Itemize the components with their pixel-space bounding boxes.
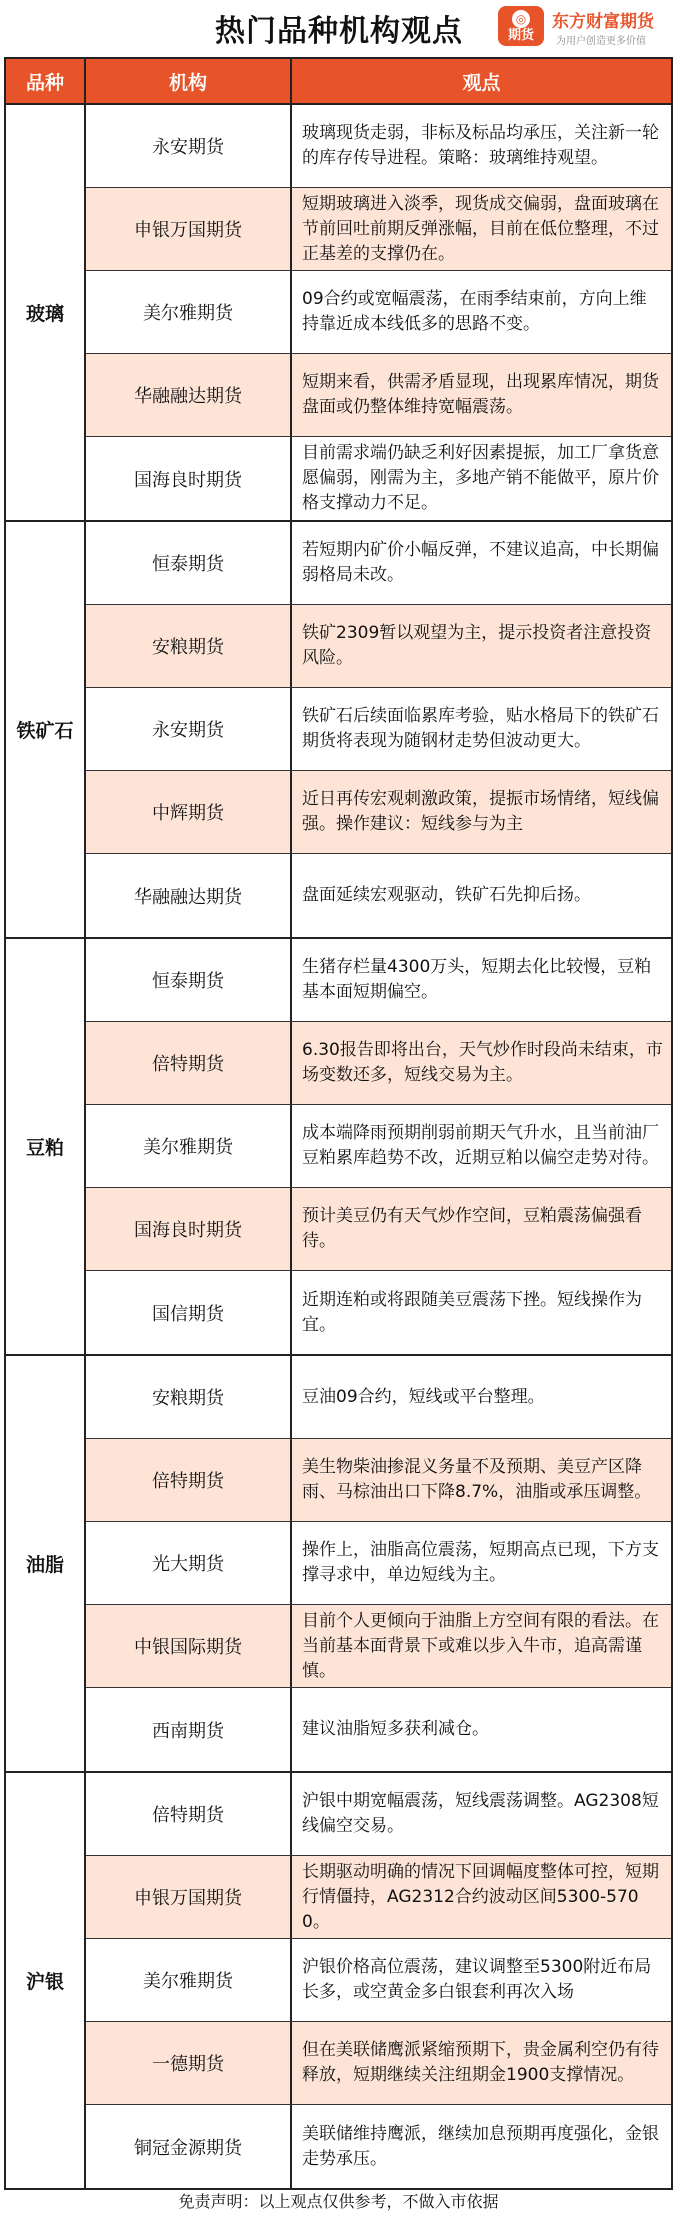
table-row — [86, 2022, 671, 2105]
institution-cell: 美尔雅期货 — [86, 1939, 292, 2021]
table-header — [6, 59, 671, 105]
institution-cell: 国信期货 — [86, 1271, 292, 1354]
institution-cell: 恒泰期货 — [86, 522, 292, 604]
table-row — [86, 1688, 671, 1771]
logo-badge-text: 期货 — [507, 28, 534, 43]
view-text: 短期来看，供需矛盾显现，出现累库情况，期货盘面或仍整体维持宽幅震荡。 — [302, 372, 659, 417]
view-cell — [292, 854, 671, 937]
variety-group — [6, 939, 671, 1356]
brand-logo — [498, 6, 668, 48]
logo-mark-icon: ◎ — [512, 10, 530, 28]
view-cell — [292, 1773, 671, 1855]
view-cell — [292, 939, 671, 1021]
table-row — [86, 1271, 671, 1354]
view-cell — [292, 1522, 671, 1604]
variety-rows — [86, 522, 671, 937]
table-row — [86, 1939, 671, 2022]
institution-cell: 华融融达期货 — [86, 854, 292, 937]
view-text: 若短期内矿价小幅反弹，不建议追高，中长期偏弱格局未改。 — [302, 540, 659, 585]
view-cell — [292, 1856, 671, 1938]
view-cell — [292, 771, 671, 853]
view-text: 豆油09合约，短线或平台整理。 — [302, 1386, 545, 1407]
view-text: 美生物柴油掺混义务量不及预期、美豆产区降雨、马棕油出口下降8.7%，油脂或承压调整。 — [302, 1457, 652, 1502]
institution-cell: 美尔雅期货 — [86, 1105, 292, 1187]
page-title: 热门品种机构观点 — [215, 14, 463, 49]
view-text: 短期玻璃进入淡季，现货成交偏弱，盘面玻璃在节前回吐前期反弹涨幅，目前在低位整理，不过正基差的支撑仍在。 — [302, 193, 659, 264]
view-cell — [292, 1356, 671, 1438]
header — [0, 0, 678, 54]
view-cell — [292, 1605, 671, 1687]
table-row — [86, 1522, 671, 1605]
table-row — [86, 105, 671, 188]
table-row — [86, 771, 671, 854]
header-view: 观点 — [462, 71, 501, 94]
table-body — [6, 105, 671, 2188]
institution-cell: 恒泰期货 — [86, 939, 292, 1021]
variety-group — [6, 105, 671, 522]
variety-rows — [86, 1773, 671, 2188]
variety-name: 玻璃 — [6, 105, 86, 520]
view-text: 目前个人更倾向于油脂上方空间有限的看法。在当前基本面背景下或难以步入牛市，追高需谨慎。 — [302, 1610, 659, 1681]
table-row — [86, 2105, 671, 2188]
view-cell — [292, 188, 671, 270]
logo-badge — [498, 6, 544, 46]
institution-cell: 安粮期货 — [86, 1356, 292, 1438]
variety-name: 油脂 — [6, 1356, 86, 1771]
view-cell — [292, 1688, 671, 1771]
table-row — [86, 437, 671, 520]
view-text: 铁矿2309暂以观望为主，提示投资者注意投资风险。 — [302, 623, 652, 668]
institution-cell: 中辉期货 — [86, 771, 292, 853]
view-text: 沪银价格高位震荡，建议调整至5300附近布局长多，或空黄金多白银套利再次入场 — [302, 1957, 652, 2002]
institution-cell: 光大期货 — [86, 1522, 292, 1604]
institution-cell: 中银国际期货 — [86, 1605, 292, 1687]
table-row — [86, 1605, 671, 1688]
view-text: 近期连粕或将跟随美豆震荡下挫。短线操作为宜。 — [302, 1289, 642, 1335]
institution-cell: 美尔雅期货 — [86, 271, 292, 353]
header-institution: 机构 — [86, 59, 292, 103]
table-row — [86, 1188, 671, 1271]
variety-name: 沪银 — [6, 1773, 86, 2188]
brand-name: 东方财富期货 — [552, 12, 654, 32]
institution-cell: 国海良时期货 — [86, 1188, 292, 1270]
view-text: 盘面延续宏观驱动，铁矿石先抑后扬。 — [302, 885, 591, 905]
variety-group — [6, 1773, 671, 2188]
view-cell — [292, 105, 671, 187]
variety-rows — [86, 105, 671, 520]
table-row — [86, 354, 671, 437]
institution-cell: 铜冠金源期货 — [86, 2105, 292, 2188]
table-row — [86, 1856, 671, 1939]
view-text: 近日再传宏观刺激政策，提振市场情绪，短线偏强。操作建议：短线参与为主 — [302, 789, 659, 834]
view-text: 铁矿石后续面临累库考验，贴水格局下的铁矿石期货将表现为随钢材走势但波动更大。 — [302, 706, 659, 751]
brand-slogan: 为用户创造更多价值 — [556, 36, 646, 47]
view-text: 建议油脂短多获利减仓。 — [302, 1719, 489, 1739]
institution-cell: 永安期货 — [86, 688, 292, 770]
view-cell — [292, 437, 671, 520]
institution-cell: 国海良时期货 — [86, 437, 292, 520]
table-row — [86, 1105, 671, 1188]
view-cell — [292, 1939, 671, 2021]
view-text: 成本端降雨预期削弱前期天气升水，且当前油厂豆粕累库趋势不改，近期豆粕以偏空走势对待。 — [302, 1123, 659, 1168]
view-cell — [292, 1022, 671, 1104]
view-cell — [292, 688, 671, 770]
view-text: 操作上，油脂高位震荡，短期高点已现，下方支撑寻求中，单边短线为主。 — [302, 1540, 659, 1585]
view-cell — [292, 1188, 671, 1270]
view-cell — [292, 271, 671, 353]
institution-cell: 永安期货 — [86, 105, 292, 187]
view-cell — [292, 2022, 671, 2104]
disclaimer: 免责声明：以上观点仅供参考，不做入市依据 — [178, 2191, 499, 2211]
table-row — [86, 939, 671, 1022]
view-cell — [292, 605, 671, 687]
view-text: 美联储维持鹰派，继续加息预期再度强化，金银走势承压。 — [302, 2123, 659, 2169]
institution-cell: 安粮期货 — [86, 605, 292, 687]
view-cell — [292, 1271, 671, 1354]
header-variety: 品种 — [6, 59, 86, 103]
view-cell — [292, 2105, 671, 2188]
view-text: 但在美联储鹰派紧缩预期下，贵金属利空仍有待释放，短期继续关注纽期金1900支撑情况。 — [302, 2040, 659, 2085]
table-row — [86, 854, 671, 937]
view-cell — [292, 1105, 671, 1187]
view-cell — [292, 354, 671, 436]
view-text: 生猪存栏量4300万头，短期去化比较慢，豆粕基本面短期偏空。 — [302, 957, 652, 1002]
table-row — [86, 1356, 671, 1439]
table-row — [86, 605, 671, 688]
institution-cell: 一德期货 — [86, 2022, 292, 2104]
variety-name: 豆粕 — [6, 939, 86, 1354]
view-text: 09合约或宽幅震荡，在雨季结束前，方向上维持靠近成本线低多的思路不变。 — [302, 289, 647, 334]
view-text: 沪银中期宽幅震荡，短线震荡调整。AG2308短线偏空交易。 — [302, 1791, 659, 1836]
institution-cell: 申银万国期货 — [86, 188, 292, 270]
institution-cell: 华融融达期货 — [86, 354, 292, 436]
variety-group — [6, 522, 671, 939]
view-text: 6.30报告即将出台，天气炒作时段尚未结束，市场变数还多，短线交易为主。 — [302, 1040, 663, 1085]
institution-cell: 倍特期货 — [86, 1773, 292, 1855]
institution-cell: 申银万国期货 — [86, 1856, 292, 1938]
views-table — [4, 57, 673, 2190]
institution-cell: 倍特期货 — [86, 1022, 292, 1104]
table-row — [86, 688, 671, 771]
view-text: 预计美豆仍有天气炒作空间，豆粕震荡偏强看待。 — [302, 1206, 642, 1251]
view-text: 玻璃现货走弱，非标及标品均承压，关注新一轮的库存传导进程。策略：玻璃维持观望。 — [302, 123, 659, 168]
table-row — [86, 271, 671, 354]
table-row — [86, 1773, 671, 1856]
variety-rows — [86, 939, 671, 1354]
view-cell — [292, 522, 671, 604]
variety-group — [6, 1356, 671, 1773]
table-row — [86, 188, 671, 271]
variety-name: 铁矿石 — [6, 522, 86, 937]
institution-cell: 西南期货 — [86, 1688, 292, 1771]
institution-cell: 倍特期货 — [86, 1439, 292, 1521]
table-row — [86, 522, 671, 605]
view-text: 目前需求端仍缺乏利好因素提振，加工厂拿货意愿偏弱，刚需为主，多地产销不能做平，原片价格支撑动力不足。 — [302, 443, 659, 513]
table-row — [86, 1439, 671, 1522]
variety-rows — [86, 1356, 671, 1771]
view-cell — [292, 1439, 671, 1521]
view-text: 长期驱动明确的情况下回调幅度整体可控，短期行情僵持，AG2312合约波动区间5300-5700。 — [302, 1861, 659, 1932]
table-row — [86, 1022, 671, 1105]
